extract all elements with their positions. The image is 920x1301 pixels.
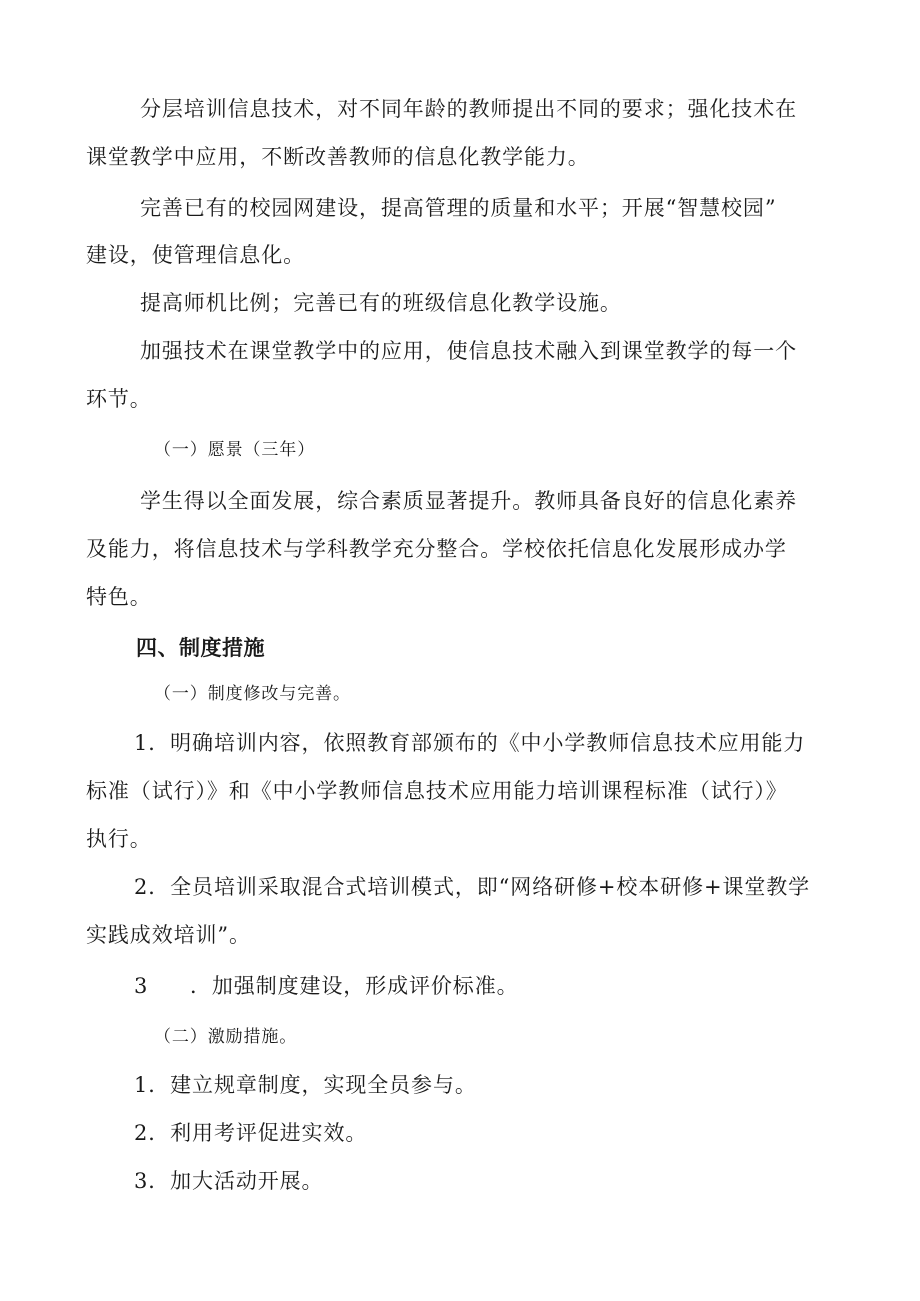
list-item-number: 3 — [134, 974, 149, 998]
paragraph-text: 分层培训信息技术，对不同年龄的教师提出不同的要求；强化技术在 — [140, 97, 797, 121]
paragraph-text: 完善已有的校园网建设，提高管理的质量和水平；开展“智慧校园” — [140, 196, 777, 220]
paragraph-text: 特色。 — [86, 585, 152, 609]
list-item: ．加强制度建设，形成评价标准。 — [190, 974, 519, 998]
list-item: 2．利用考评促进实效。 — [134, 1121, 368, 1145]
list-item-continuation: 实践成效培训”。 — [86, 923, 251, 947]
vision-heading: （一）愿景（三年） — [154, 440, 316, 460]
list-item: 1．明确培训内容，依照教育部颁布的《中小学教师信息技术应用能力 — [134, 731, 806, 755]
list-item: 3．加大活动开展。 — [134, 1169, 324, 1193]
paragraph-text: 课堂教学中应用，不断改善教师的信息化教学能力。 — [86, 145, 590, 169]
paragraph-text: 环节。 — [86, 387, 152, 411]
subsection-heading: （二）激励措施。 — [154, 1027, 298, 1047]
list-item-continuation: 执行。 — [86, 827, 152, 851]
list-item: 2．全员培训采取混合式培训模式，即“网络研修+校本研修+课堂教学 — [134, 875, 811, 899]
section-title: 四、制度措施 — [136, 636, 265, 660]
list-item-continuation: 标准（试行）》和《中小学教师信息技术应用能力培训课程标准（试行）》 — [86, 779, 788, 803]
paragraph-text: 学生得以全面发展，综合素质显著提升。教师具备良好的信息化素养 — [140, 489, 797, 513]
paragraph-text: 加强技术在课堂教学中的应用，使信息技术融入到课堂教学的每一个 — [140, 339, 797, 363]
paragraph-text: 提高师机比例；完善已有的班级信息化教学设施。 — [140, 291, 622, 315]
subsection-heading: （一）制度修改与完善。 — [154, 684, 351, 704]
paragraph-text: 及能力，将信息技术与学科教学充分整合。学校依托信息化发展形成办学 — [86, 537, 787, 561]
paragraph-text: 建设，使管理信息化。 — [86, 243, 305, 267]
list-item: 1．建立规章制度，实现全员参与。 — [134, 1073, 477, 1097]
